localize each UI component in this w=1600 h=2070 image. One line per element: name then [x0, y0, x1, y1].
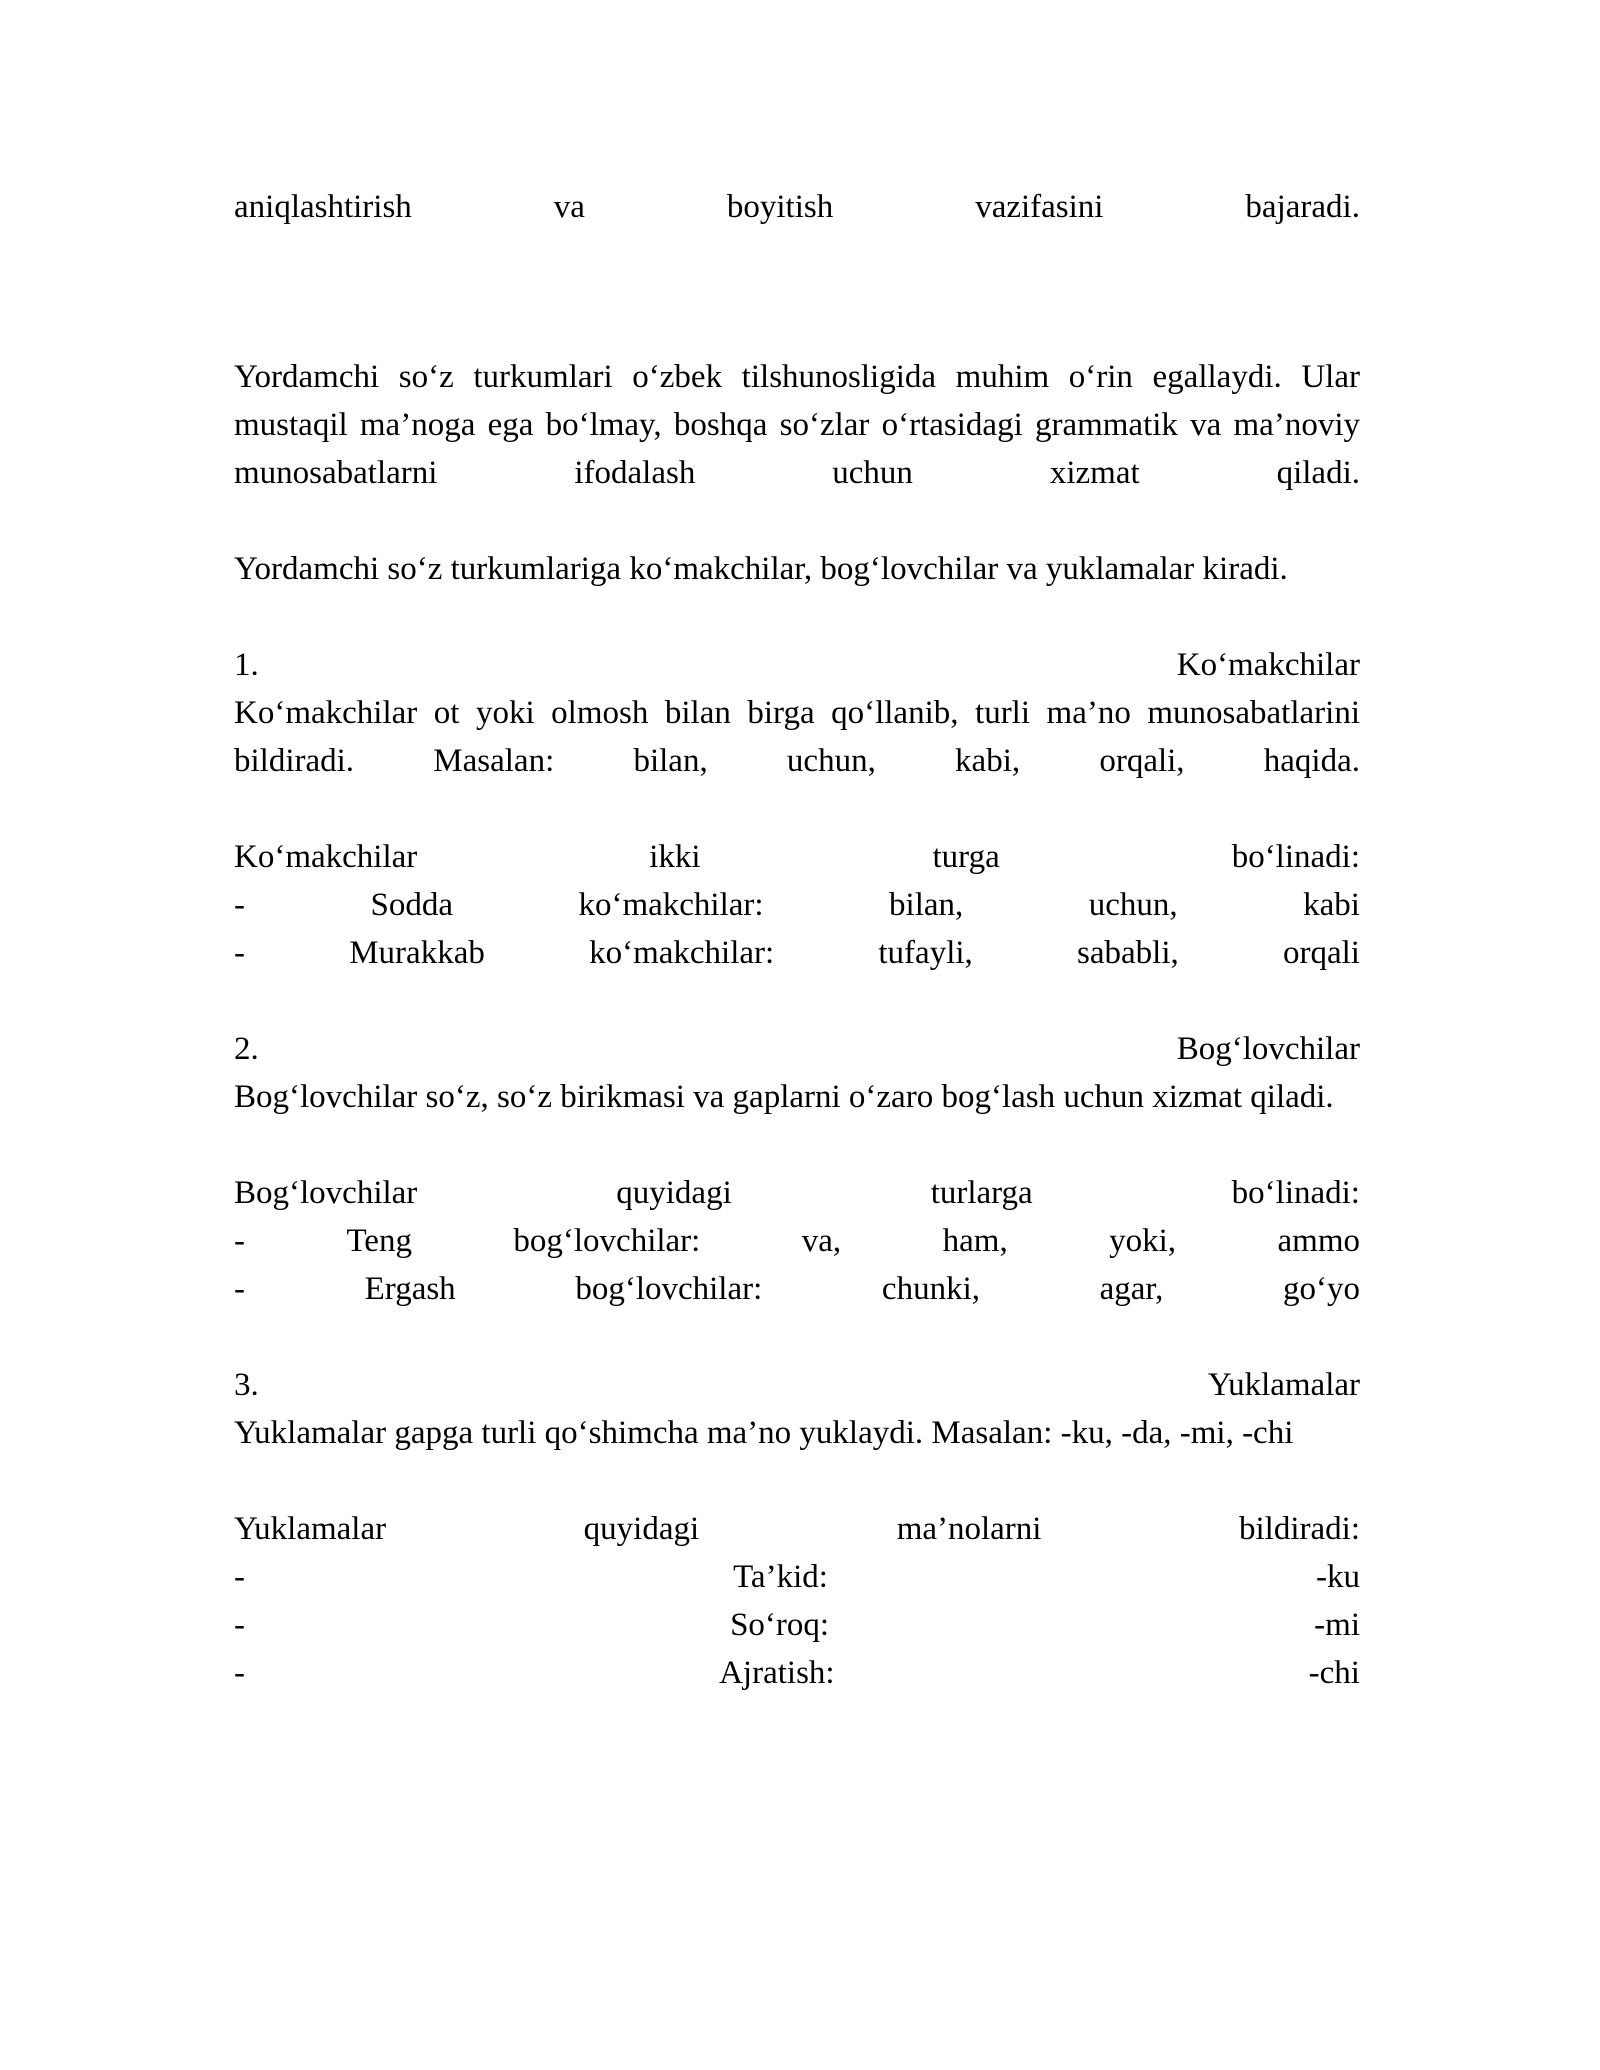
lead-word: aniqlashtirish — [234, 189, 412, 225]
list-word: ko‘makchilar: — [578, 887, 764, 923]
subheading-word: Ko‘makchilar — [234, 839, 418, 875]
document-page — [234, 183, 1360, 1697]
list-item — [234, 1649, 1360, 1697]
list-word: bog‘lovchilar: — [513, 1223, 701, 1259]
subheading-word: turga — [932, 839, 1000, 875]
list-word: uchun, — [1088, 887, 1178, 923]
subheading-word: ma’nolarni — [896, 1511, 1042, 1547]
lead-word: boyitish — [726, 189, 834, 225]
list-item — [234, 1265, 1360, 1313]
list-word: So‘roq: — [730, 1607, 830, 1643]
section-number: 3. — [234, 1367, 259, 1403]
list-word: ham, — [942, 1223, 1008, 1259]
subheading-word: bildiradi: — [1239, 1511, 1360, 1547]
section-title: Yuklamalar — [1207, 1367, 1360, 1403]
list-item — [234, 1601, 1360, 1649]
list-word: tufayli, — [878, 935, 973, 971]
section-title: Ko‘makchilar — [1176, 647, 1360, 683]
list-dash: - — [234, 1271, 245, 1307]
list-word: Murakkab — [349, 935, 485, 971]
subheading-word: quyidagi — [583, 1511, 700, 1547]
list-word: ko‘makchilar: — [589, 935, 775, 971]
list-word: agar, — [1099, 1271, 1164, 1307]
subheading-word: ikki — [649, 839, 701, 875]
list-dash: - — [234, 1559, 245, 1595]
list-item — [234, 881, 1360, 929]
list-word: Ajratish: — [719, 1655, 835, 1691]
list-dash: - — [234, 1607, 245, 1643]
lead-word: vazifasini — [975, 189, 1104, 225]
list-word: -mi — [1314, 1607, 1360, 1643]
list-dash: - — [234, 1223, 245, 1259]
subheading-word: bo‘linadi: — [1231, 1175, 1360, 1211]
list-item — [234, 1553, 1360, 1601]
section-3-subheading — [234, 1505, 1360, 1553]
section-1-heading — [234, 641, 1360, 689]
lead-word: bajaradi. — [1245, 189, 1360, 225]
list-word: sababli, — [1077, 935, 1179, 971]
list-word: bog‘lovchilar: — [575, 1271, 763, 1307]
list-word: orqali — [1282, 935, 1360, 971]
list-word: yoki, — [1109, 1223, 1177, 1259]
list-dash: - — [234, 887, 245, 923]
lead-line — [234, 183, 1360, 231]
list-word: Teng — [346, 1223, 412, 1259]
list-word: ammo — [1277, 1223, 1360, 1259]
section-2-body: Bog‘lovchilar so‘z, so‘z birikmasi va gaplarni o‘zaro bog‘lash uchun xizmat qiladi. — [234, 1079, 1334, 1115]
subheading-word: bo‘linadi: — [1231, 839, 1360, 875]
list-word: Ta’kid: — [733, 1559, 828, 1595]
list-word: bilan, — [889, 887, 964, 923]
subheading-word: Bog‘lovchilar — [234, 1175, 418, 1211]
list-word: Sodda — [370, 887, 453, 923]
section-1-subheading — [234, 833, 1360, 881]
section-number: 1. — [234, 647, 259, 683]
intro-paragraph-1: Yordamchi so‘z turkumlari o‘zbek tilshunosligida muhim o‘rin egallaydi. Ular mustaqil ma’noga ega bo‘lmay, boshqa so‘zlar o‘rtasidagi grammatik va ma’noviy munosabatlarni ifodalash uchun xizmat qiladi. — [234, 359, 1360, 491]
list-word: va, — [801, 1223, 842, 1259]
list-word: chunki, — [881, 1271, 980, 1307]
subheading-word: quyidagi — [616, 1175, 732, 1211]
list-word: -ku — [1315, 1559, 1360, 1595]
section-2-heading — [234, 1025, 1360, 1073]
lead-word: va — [553, 189, 585, 225]
list-dash: - — [234, 1655, 245, 1691]
intro-paragraph-2: Yordamchi so‘z turkumlariga ko‘makchilar, bog‘lovchilar va yuklamalar kiradi. — [234, 551, 1288, 587]
section-3-heading — [234, 1361, 1360, 1409]
section-3-body: Yuklamalar gapga turli qo‘shimcha ma’no yuklaydi. Masalan: -ku, -da, -mi, -chi — [234, 1415, 1294, 1451]
section-1-body: Ko‘makchilar ot yoki olmosh bilan birga qo‘llanib, turli ma’no munosabatlarini bildiradi. Masalan: bilan, uchun, kabi, orqali, haqida. — [234, 695, 1360, 779]
list-word: Ergash — [364, 1271, 456, 1307]
list-word: go‘yo — [1283, 1271, 1360, 1307]
section-number: 2. — [234, 1031, 259, 1067]
list-item — [234, 929, 1360, 977]
list-word: -chi — [1308, 1655, 1360, 1691]
subheading-word: turlarga — [930, 1175, 1033, 1211]
section-2-subheading — [234, 1169, 1360, 1217]
list-word: kabi — [1303, 887, 1360, 923]
subheading-word: Yuklamalar — [234, 1511, 387, 1547]
section-title: Bog‘lovchilar — [1176, 1031, 1360, 1067]
list-item — [234, 1217, 1360, 1265]
list-dash: - — [234, 935, 245, 971]
